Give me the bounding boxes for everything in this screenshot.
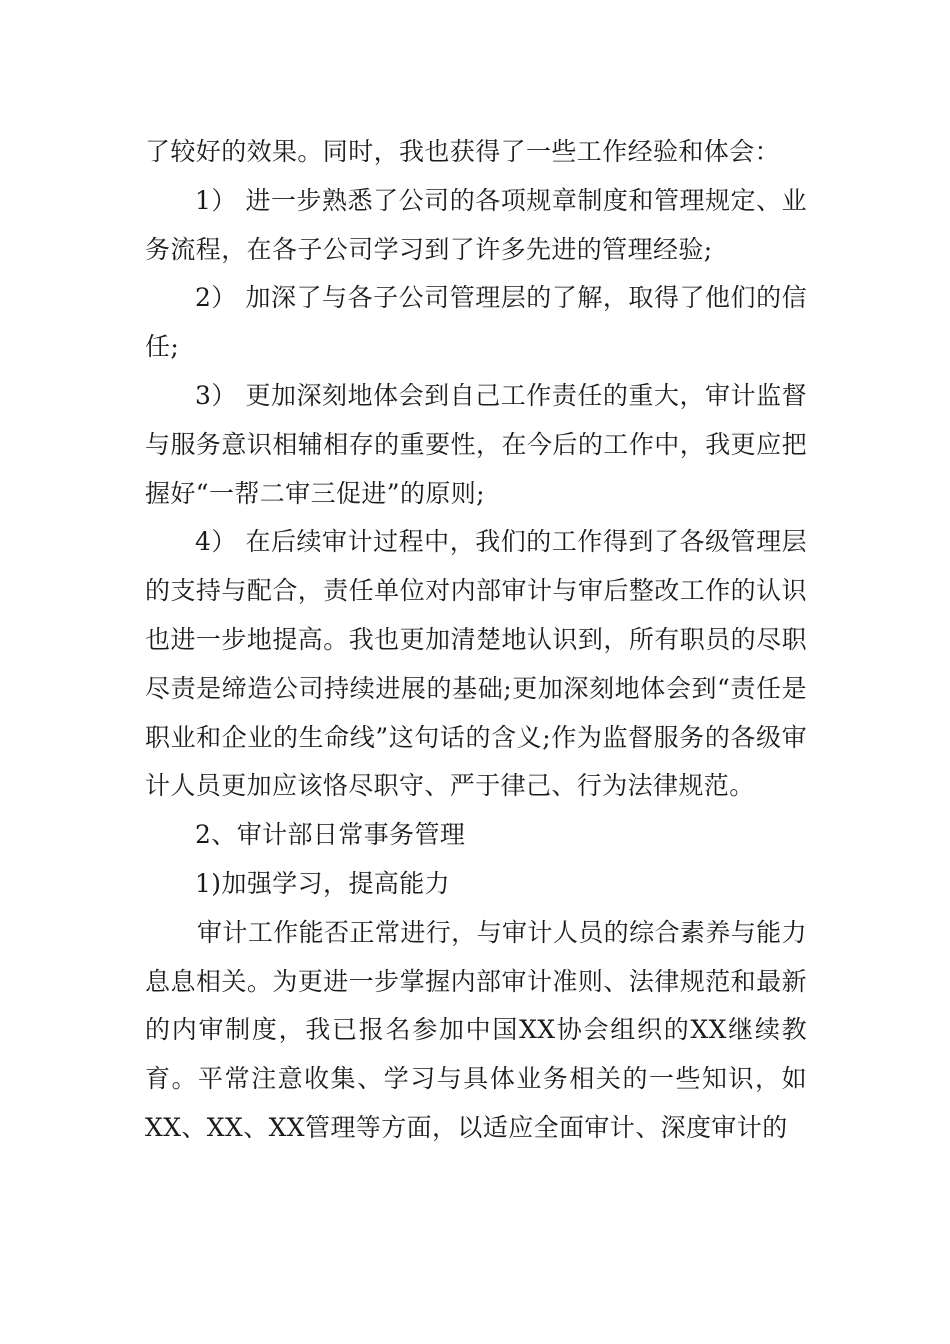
document-body [145,128,807,1153]
paragraph-continuation: 了较好的效果。同时，我也获得了一些工作经验和体会： [145,137,781,166]
paragraph-body: 审计工作能否正常进行，与审计人员的综合素养与能力息息相关。为更进一步掌握内部审计准则、法律规范和最新的内审制度，我已报名参加中国XX协会组织的XX继续教育。平常注意收集、学习与具体业务相关的一些知识，如XX、XX、XX管理等方面，以适应全面审计、深度审计的 [145,917,807,1142]
paragraph-item-2: 2） 加深了与各子公司管理层的了解，取得了他们的信任; [145,283,807,362]
paragraph-item-1: 1） 进一步熟悉了公司的各项规章制度和管理规定、业务流程，在各子公司学习到了许多先进的管理经验; [145,185,807,264]
section-heading: 2、审计部日常事务管理 [195,820,466,850]
paragraph-item-3: 3） 更加深刻地体会到自己工作责任的重大，审计监督与服务意识相辅相存的重要性，在今后的工作中，我更应把握好“一帮二审三促进”的原则; [145,380,807,508]
paragraph-item-4: 4） 在后续审计过程中，我们的工作得到了各级管理层的支持与配合，责任单位对内部审计与审后整改工作的认识也进一步地提高。我也更加清楚地认识到，所有职员的尽职尽责是缔造公司持续进展的基础;更加深刻地体会到“责任是职业和企业的生命线”这句话的含义;作为监督服务的各级审计人员更加应该恪尽职守、严于律己、行为法律规范。 [145,527,807,801]
subsection-heading: 1)加强学习，提高能力 [195,868,451,898]
